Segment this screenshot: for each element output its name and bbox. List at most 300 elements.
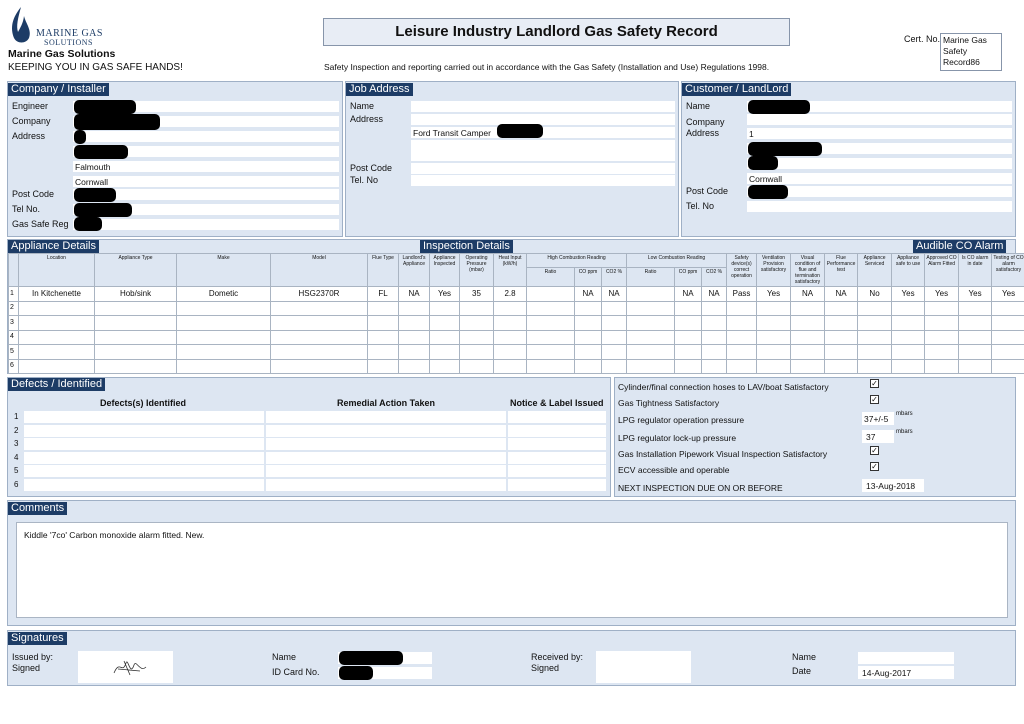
table-cell[interactable] <box>399 330 430 345</box>
customer-tel-field[interactable] <box>747 201 1012 212</box>
table-cell[interactable] <box>177 316 271 331</box>
check-pipework-checkbox[interactable]: ✓ <box>871 446 878 455</box>
table-cell[interactable] <box>702 301 727 316</box>
table-cell[interactable] <box>368 316 399 331</box>
redaction <box>74 145 128 159</box>
remedial-field[interactable] <box>266 479 506 491</box>
table-cell[interactable] <box>825 330 858 345</box>
job-address-field-1[interactable] <box>411 114 675 125</box>
customer-title: Customer / LandLord <box>682 83 791 96</box>
remedial-field[interactable] <box>266 465 506 477</box>
job-postcode-label: Post Code <box>350 163 393 173</box>
redaction <box>748 185 788 199</box>
cert-label: Cert. No. <box>904 34 941 44</box>
table-cell[interactable] <box>675 330 702 345</box>
header-ventilation: Ventilation Provision satisfactory <box>757 254 791 287</box>
table-cell[interactable] <box>858 301 892 316</box>
table-cell[interactable] <box>460 301 494 316</box>
table-cell[interactable] <box>727 345 757 360</box>
signatures-title: Signatures <box>8 632 67 645</box>
table-cell[interactable] <box>494 301 527 316</box>
table-cell[interactable] <box>825 316 858 331</box>
page-title: Leisure Industry Landlord Gas Safety Record <box>395 23 718 40</box>
remedial-field[interactable] <box>266 425 506 437</box>
customer-address-field-1[interactable] <box>747 128 1012 139</box>
header-safety-device: Safety device(s) correct operation <box>727 254 757 287</box>
job-tel-field[interactable] <box>411 175 675 186</box>
defect-field[interactable] <box>24 479 264 491</box>
redaction <box>339 651 403 665</box>
defect-field[interactable] <box>24 411 264 423</box>
defect-field[interactable] <box>24 452 264 464</box>
table-cell[interactable] <box>727 316 757 331</box>
inspection-title: Inspection Details <box>420 240 513 253</box>
address-label: Address <box>12 131 46 141</box>
table-cell[interactable] <box>675 301 702 316</box>
check-hoses-label: Cylinder/final connection hoses to LAV/boat Satisfactory <box>618 382 829 392</box>
table-row <box>9 316 1024 331</box>
customer-address-field-4[interactable] <box>747 173 1012 184</box>
table-cell[interactable]: 2.8 <box>494 287 527 302</box>
table-cell[interactable]: Hob/sink <box>95 287 177 302</box>
tagline: KEEPING YOU IN GAS SAFE HANDS! <box>8 62 183 73</box>
header-low-co-ppm: CO ppm <box>675 268 702 287</box>
tel-label: Tel No. <box>12 204 41 214</box>
customer-address-number: 1 <box>749 129 754 139</box>
table-cell[interactable] <box>757 301 791 316</box>
received-by-label: Received by: <box>531 652 584 662</box>
engineer-label: Engineer <box>12 101 49 111</box>
table-cell[interactable] <box>19 345 95 360</box>
table-cell[interactable] <box>460 359 494 374</box>
table-cell[interactable] <box>791 301 825 316</box>
table-cell[interactable] <box>757 316 791 331</box>
address-county: Cornwall <box>75 177 109 187</box>
table-cell[interactable] <box>959 359 992 374</box>
redaction <box>748 142 822 156</box>
table-cell[interactable] <box>992 359 1024 374</box>
co-alarm-title: Audible CO Alarm <box>913 240 1006 253</box>
table-cell[interactable] <box>959 316 992 331</box>
table-cell[interactable] <box>925 330 959 345</box>
header-make: Make <box>177 254 271 287</box>
table-cell[interactable] <box>430 359 460 374</box>
table-cell[interactable]: Yes <box>757 287 791 302</box>
table-cell[interactable] <box>702 359 727 374</box>
remedial-field[interactable] <box>266 411 506 423</box>
check-tightness-label: Gas Tightness Satisfactory <box>618 398 720 408</box>
table-cell[interactable] <box>602 345 627 360</box>
notice-field[interactable] <box>508 411 606 423</box>
job-name-field[interactable] <box>411 101 675 112</box>
job-title: Job Address <box>346 83 413 96</box>
defect-field[interactable] <box>24 438 264 450</box>
table-cell[interactable] <box>494 359 527 374</box>
table-cell[interactable] <box>430 301 460 316</box>
table-cell[interactable]: NA <box>791 287 825 302</box>
table-cell[interactable] <box>925 301 959 316</box>
received-signed-label: Signed <box>531 663 560 673</box>
defect-row-number: 2 <box>14 425 19 435</box>
received-signature-box[interactable] <box>596 651 691 683</box>
table-cell[interactable] <box>892 316 925 331</box>
header-appliance-type: Appliance Type <box>95 254 177 287</box>
table-cell[interactable]: NA <box>675 287 702 302</box>
customer-address-field-3[interactable] <box>747 158 1012 169</box>
header-high-combustion: High Combustion Reading <box>527 254 627 268</box>
table-cell[interactable] <box>992 301 1024 316</box>
row-number: 2 <box>9 301 19 316</box>
table-cell[interactable] <box>271 345 368 360</box>
table-cell[interactable] <box>95 316 177 331</box>
defects-col-identified: Defects(s) Identified <box>100 398 187 408</box>
table-cell[interactable] <box>925 345 959 360</box>
table-cell[interactable]: No <box>858 287 892 302</box>
header-high-co2: CO2 % <box>602 268 627 287</box>
address-field-4[interactable] <box>73 176 339 187</box>
table-cell[interactable] <box>494 330 527 345</box>
table-cell[interactable] <box>95 359 177 374</box>
table-cell[interactable] <box>430 345 460 360</box>
table-cell[interactable] <box>575 301 602 316</box>
table-cell[interactable] <box>368 301 399 316</box>
redaction <box>74 130 86 144</box>
receiver-name-label: Name <box>792 652 817 662</box>
table-cell[interactable] <box>177 345 271 360</box>
row-number: 3 <box>9 316 19 331</box>
row-number: 4 <box>9 330 19 345</box>
table-cell[interactable] <box>460 330 494 345</box>
regulation-subtitle: Safety Inspection and reporting carried out in accordance with the Gas Safety (Installation and Use) Regulations 1998. <box>324 62 770 72</box>
defects-col-remedial: Remedial Action Taken <box>337 398 436 408</box>
op-pressure-value: 37+/-5 <box>864 414 889 424</box>
table-cell[interactable] <box>627 301 675 316</box>
gas-safe-field[interactable] <box>73 219 339 230</box>
header-cell <box>9 254 19 287</box>
table-cell[interactable] <box>627 316 675 331</box>
table-cell[interactable] <box>858 316 892 331</box>
title-box <box>323 18 790 46</box>
table-cell[interactable] <box>727 359 757 374</box>
issuer-name-label: Name <box>272 652 297 662</box>
notice-field[interactable] <box>508 425 606 437</box>
table-cell[interactable] <box>602 330 627 345</box>
table-cell[interactable] <box>992 330 1024 345</box>
header-low-co2: CO2 % <box>702 268 727 287</box>
table-cell[interactable] <box>627 287 675 302</box>
table-cell[interactable] <box>527 345 575 360</box>
table-cell[interactable] <box>959 330 992 345</box>
logo-line1: MARINE GAS <box>36 28 103 39</box>
table-cell[interactable] <box>271 330 368 345</box>
customer-company-field[interactable] <box>747 114 1012 125</box>
notice-field[interactable] <box>508 452 606 464</box>
table-cell[interactable] <box>858 345 892 360</box>
table-cell[interactable] <box>892 301 925 316</box>
company-name: Marine Gas Solutions <box>8 48 116 60</box>
job-tel-label: Tel. No <box>350 175 379 185</box>
table-cell[interactable] <box>430 330 460 345</box>
address-town: Falmouth <box>75 162 111 172</box>
appliance-rows <box>9 287 1024 374</box>
table-cell[interactable] <box>892 330 925 345</box>
table-cell[interactable] <box>959 301 992 316</box>
table-cell[interactable] <box>527 359 575 374</box>
table-cell[interactable] <box>494 345 527 360</box>
header-co-alarm-in-date: Is CO alarm in date <box>959 254 992 287</box>
table-cell[interactable] <box>430 316 460 331</box>
id-card-label: ID Card No. <box>272 667 320 677</box>
table-cell[interactable] <box>791 345 825 360</box>
table-cell[interactable]: HSG2370R <box>271 287 368 302</box>
table-cell[interactable] <box>627 359 675 374</box>
header-flue-type: Flue Type <box>368 254 399 287</box>
table-cell[interactable]: Yes <box>430 287 460 302</box>
header-heat-input: Heat Input (kW/h) <box>494 254 527 287</box>
table-cell[interactable] <box>494 316 527 331</box>
table-cell[interactable]: NA <box>702 287 727 302</box>
table-cell[interactable] <box>527 316 575 331</box>
lockup-unit: mbars <box>896 429 913 435</box>
defect-field[interactable] <box>24 465 264 477</box>
header-appliance-inspected: Appliance Inspected <box>430 254 460 287</box>
table-cell[interactable] <box>575 359 602 374</box>
table-cell[interactable] <box>527 330 575 345</box>
date-label: Date <box>792 666 812 676</box>
header-landlords-appliance: Landlord's Appliance <box>399 254 430 287</box>
table-cell[interactable] <box>892 345 925 360</box>
table-cell[interactable] <box>675 359 702 374</box>
table-cell[interactable] <box>527 301 575 316</box>
customer-name-label: Name <box>686 101 711 111</box>
comments-title: Comments <box>8 502 67 515</box>
row-number: 5 <box>9 345 19 360</box>
table-cell[interactable] <box>757 330 791 345</box>
redaction <box>748 100 810 114</box>
header-low-combustion: Low Combustion Reading <box>627 254 727 268</box>
table-cell[interactable] <box>95 330 177 345</box>
table-cell[interactable] <box>368 345 399 360</box>
issued-signed-label: Signed <box>12 663 41 673</box>
table-cell[interactable]: NA <box>825 287 858 302</box>
table-cell[interactable] <box>19 330 95 345</box>
table-cell[interactable] <box>791 359 825 374</box>
table-cell[interactable] <box>177 330 271 345</box>
customer-address-label: Address <box>686 128 720 138</box>
table-cell[interactable] <box>19 359 95 374</box>
table-cell[interactable] <box>602 301 627 316</box>
table-cell[interactable]: NA <box>575 287 602 302</box>
next-inspection-value: 13-Aug-2018 <box>866 481 916 491</box>
table-cell[interactable] <box>992 316 1024 331</box>
logo-line2: SOLUTIONS <box>44 38 93 47</box>
table-row <box>9 287 1024 302</box>
redaction <box>497 124 543 138</box>
defect-field[interactable] <box>24 425 264 437</box>
table-cell[interactable] <box>757 345 791 360</box>
table-cell[interactable] <box>399 359 430 374</box>
job-name-label: Name <box>350 101 375 111</box>
row-number: 1 <box>9 287 19 302</box>
table-cell[interactable] <box>399 345 430 360</box>
logo <box>6 6 126 48</box>
table-cell[interactable] <box>825 345 858 360</box>
table-cell[interactable]: Dometic <box>177 287 271 302</box>
company-label: Company <box>12 116 51 126</box>
table-cell[interactable]: NA <box>399 287 430 302</box>
appliance-title: Appliance Details <box>8 240 99 253</box>
table-cell[interactable] <box>757 359 791 374</box>
table-cell[interactable] <box>992 345 1024 360</box>
address-field-1[interactable] <box>73 131 339 142</box>
defect-row-number: 1 <box>14 412 19 421</box>
flame-icon <box>8 6 34 46</box>
job-address-vehicle: Ford Transit Camper <box>413 128 491 138</box>
header-location: Location <box>19 254 95 287</box>
remedial-field[interactable] <box>266 452 506 464</box>
check-pipework-label: Gas Installation Pipework Visual Inspection Satisfactory <box>618 449 828 459</box>
receiver-name-field[interactable] <box>858 652 954 664</box>
table-cell[interactable] <box>858 330 892 345</box>
header-flue-performance: Flue Performance test <box>825 254 858 287</box>
customer-company-label: Company <box>686 117 725 127</box>
table-cell[interactable] <box>368 330 399 345</box>
header-high-co-ppm: CO ppm <box>575 268 602 287</box>
table-row <box>9 345 1024 360</box>
table-cell[interactable] <box>702 316 727 331</box>
header-model: Model <box>271 254 368 287</box>
company-title: Company / Installer <box>8 83 109 96</box>
remedial-field[interactable] <box>266 438 506 450</box>
check-ecv-checkbox[interactable]: ✓ <box>871 462 878 471</box>
table-cell[interactable]: Yes <box>925 287 959 302</box>
table-cell[interactable]: Pass <box>727 287 757 302</box>
notice-field[interactable] <box>508 438 606 450</box>
check-tightness-checkbox[interactable]: ✓ <box>871 395 878 404</box>
redaction <box>74 100 136 114</box>
table-cell[interactable] <box>858 359 892 374</box>
table-cell[interactable] <box>368 359 399 374</box>
header-high-ratio: Ratio <box>527 268 575 287</box>
gas-safe-label: Gas Safe Reg <box>12 219 69 229</box>
cert-number: Marine Gas Safety Record86 <box>940 33 1002 71</box>
table-cell[interactable] <box>627 330 675 345</box>
table-cell[interactable] <box>602 316 627 331</box>
table-cell[interactable] <box>460 316 494 331</box>
table-cell[interactable] <box>399 301 430 316</box>
redaction <box>74 217 102 231</box>
check-hoses-checkbox[interactable]: ✓ <box>871 379 878 388</box>
table-row <box>9 330 1024 345</box>
table-cell[interactable] <box>575 330 602 345</box>
table-row <box>9 359 1024 374</box>
table-cell[interactable] <box>575 345 602 360</box>
next-inspection-label: NEXT INSPECTION DUE ON OR BEFORE <box>618 483 783 493</box>
table-cell[interactable] <box>702 345 727 360</box>
table-cell[interactable] <box>825 359 858 374</box>
table-cell[interactable] <box>95 301 177 316</box>
customer-address-county: Cornwall <box>749 174 783 184</box>
job-postcode-field[interactable] <box>411 163 675 174</box>
table-cell[interactable]: In Kitchenette <box>19 287 95 302</box>
table-cell[interactable]: NA <box>602 287 627 302</box>
op-pressure-label: LPG regulator operation pressure <box>618 415 745 425</box>
job-address-label: Address <box>350 114 384 124</box>
lockup-value: 37 <box>866 432 876 442</box>
table-cell[interactable] <box>675 316 702 331</box>
table-cell[interactable] <box>19 316 95 331</box>
table-cell[interactable] <box>791 330 825 345</box>
issued-by-label: Issued by: <box>12 652 54 662</box>
table-cell[interactable] <box>791 316 825 331</box>
table-cell[interactable] <box>19 301 95 316</box>
op-pressure-unit: mbars <box>896 411 913 417</box>
redaction <box>74 188 116 202</box>
table-cell[interactable] <box>925 359 959 374</box>
header-operating-pressure: Operating Pressure (mbar) <box>460 254 494 287</box>
table-cell[interactable] <box>727 330 757 345</box>
redaction <box>74 114 160 130</box>
job-address-field-4[interactable] <box>411 150 675 161</box>
table-cell[interactable] <box>925 316 959 331</box>
table-cell[interactable] <box>892 359 925 374</box>
appliance-table <box>8 253 1024 374</box>
table-cell[interactable] <box>825 301 858 316</box>
table-cell[interactable]: FL <box>368 287 399 302</box>
table-cell[interactable] <box>271 301 368 316</box>
header-appliance-serviced: Appliance Serviced <box>858 254 892 287</box>
signature-scribble <box>110 655 150 679</box>
redaction <box>339 666 373 680</box>
table-cell[interactable] <box>460 345 494 360</box>
table-cell[interactable] <box>399 316 430 331</box>
table-cell[interactable] <box>177 359 271 374</box>
address-field-3[interactable] <box>73 161 339 172</box>
table-cell[interactable]: Yes <box>892 287 925 302</box>
lockup-label: LPG regulator lock-up pressure <box>618 433 737 443</box>
table-cell[interactable] <box>675 345 702 360</box>
date-value: 14-Aug-2017 <box>862 668 912 678</box>
table-cell[interactable] <box>959 345 992 360</box>
table-cell[interactable] <box>602 359 627 374</box>
table-cell[interactable] <box>271 316 368 331</box>
table-cell[interactable] <box>95 345 177 360</box>
header-visual-flue: Visual condition of flue and termination satisfactory <box>791 254 825 287</box>
notice-field[interactable] <box>508 479 606 491</box>
defect-row-number: 6 <box>14 479 19 489</box>
table-cell[interactable]: Yes <box>959 287 992 302</box>
defect-row-number: 5 <box>14 466 19 475</box>
table-cell[interactable] <box>627 345 675 360</box>
header-low-ratio: Ratio <box>627 268 675 287</box>
redaction <box>74 203 132 217</box>
table-cell[interactable] <box>575 316 602 331</box>
check-ecv-label: ECV accessible and operable <box>618 465 730 475</box>
table-cell[interactable]: 35 <box>460 287 494 302</box>
header-co-alarm-fitted: Approved CO Alarm Fitted <box>925 254 959 287</box>
table-cell[interactable] <box>727 301 757 316</box>
table-cell[interactable] <box>177 301 271 316</box>
notice-field[interactable] <box>508 465 606 477</box>
defect-row-number: 3 <box>14 439 19 448</box>
table-cell[interactable] <box>527 287 575 302</box>
comments-text: Kiddle '7co' Carbon monoxide alarm fitted. New. <box>24 530 205 540</box>
table-cell[interactable]: Yes <box>992 287 1024 302</box>
customer-postcode-label: Post Code <box>686 186 729 196</box>
header-co-alarm-testing: Testing of CO alarm satisfactory <box>992 254 1024 287</box>
table-cell[interactable] <box>702 330 727 345</box>
table-cell[interactable] <box>271 359 368 374</box>
